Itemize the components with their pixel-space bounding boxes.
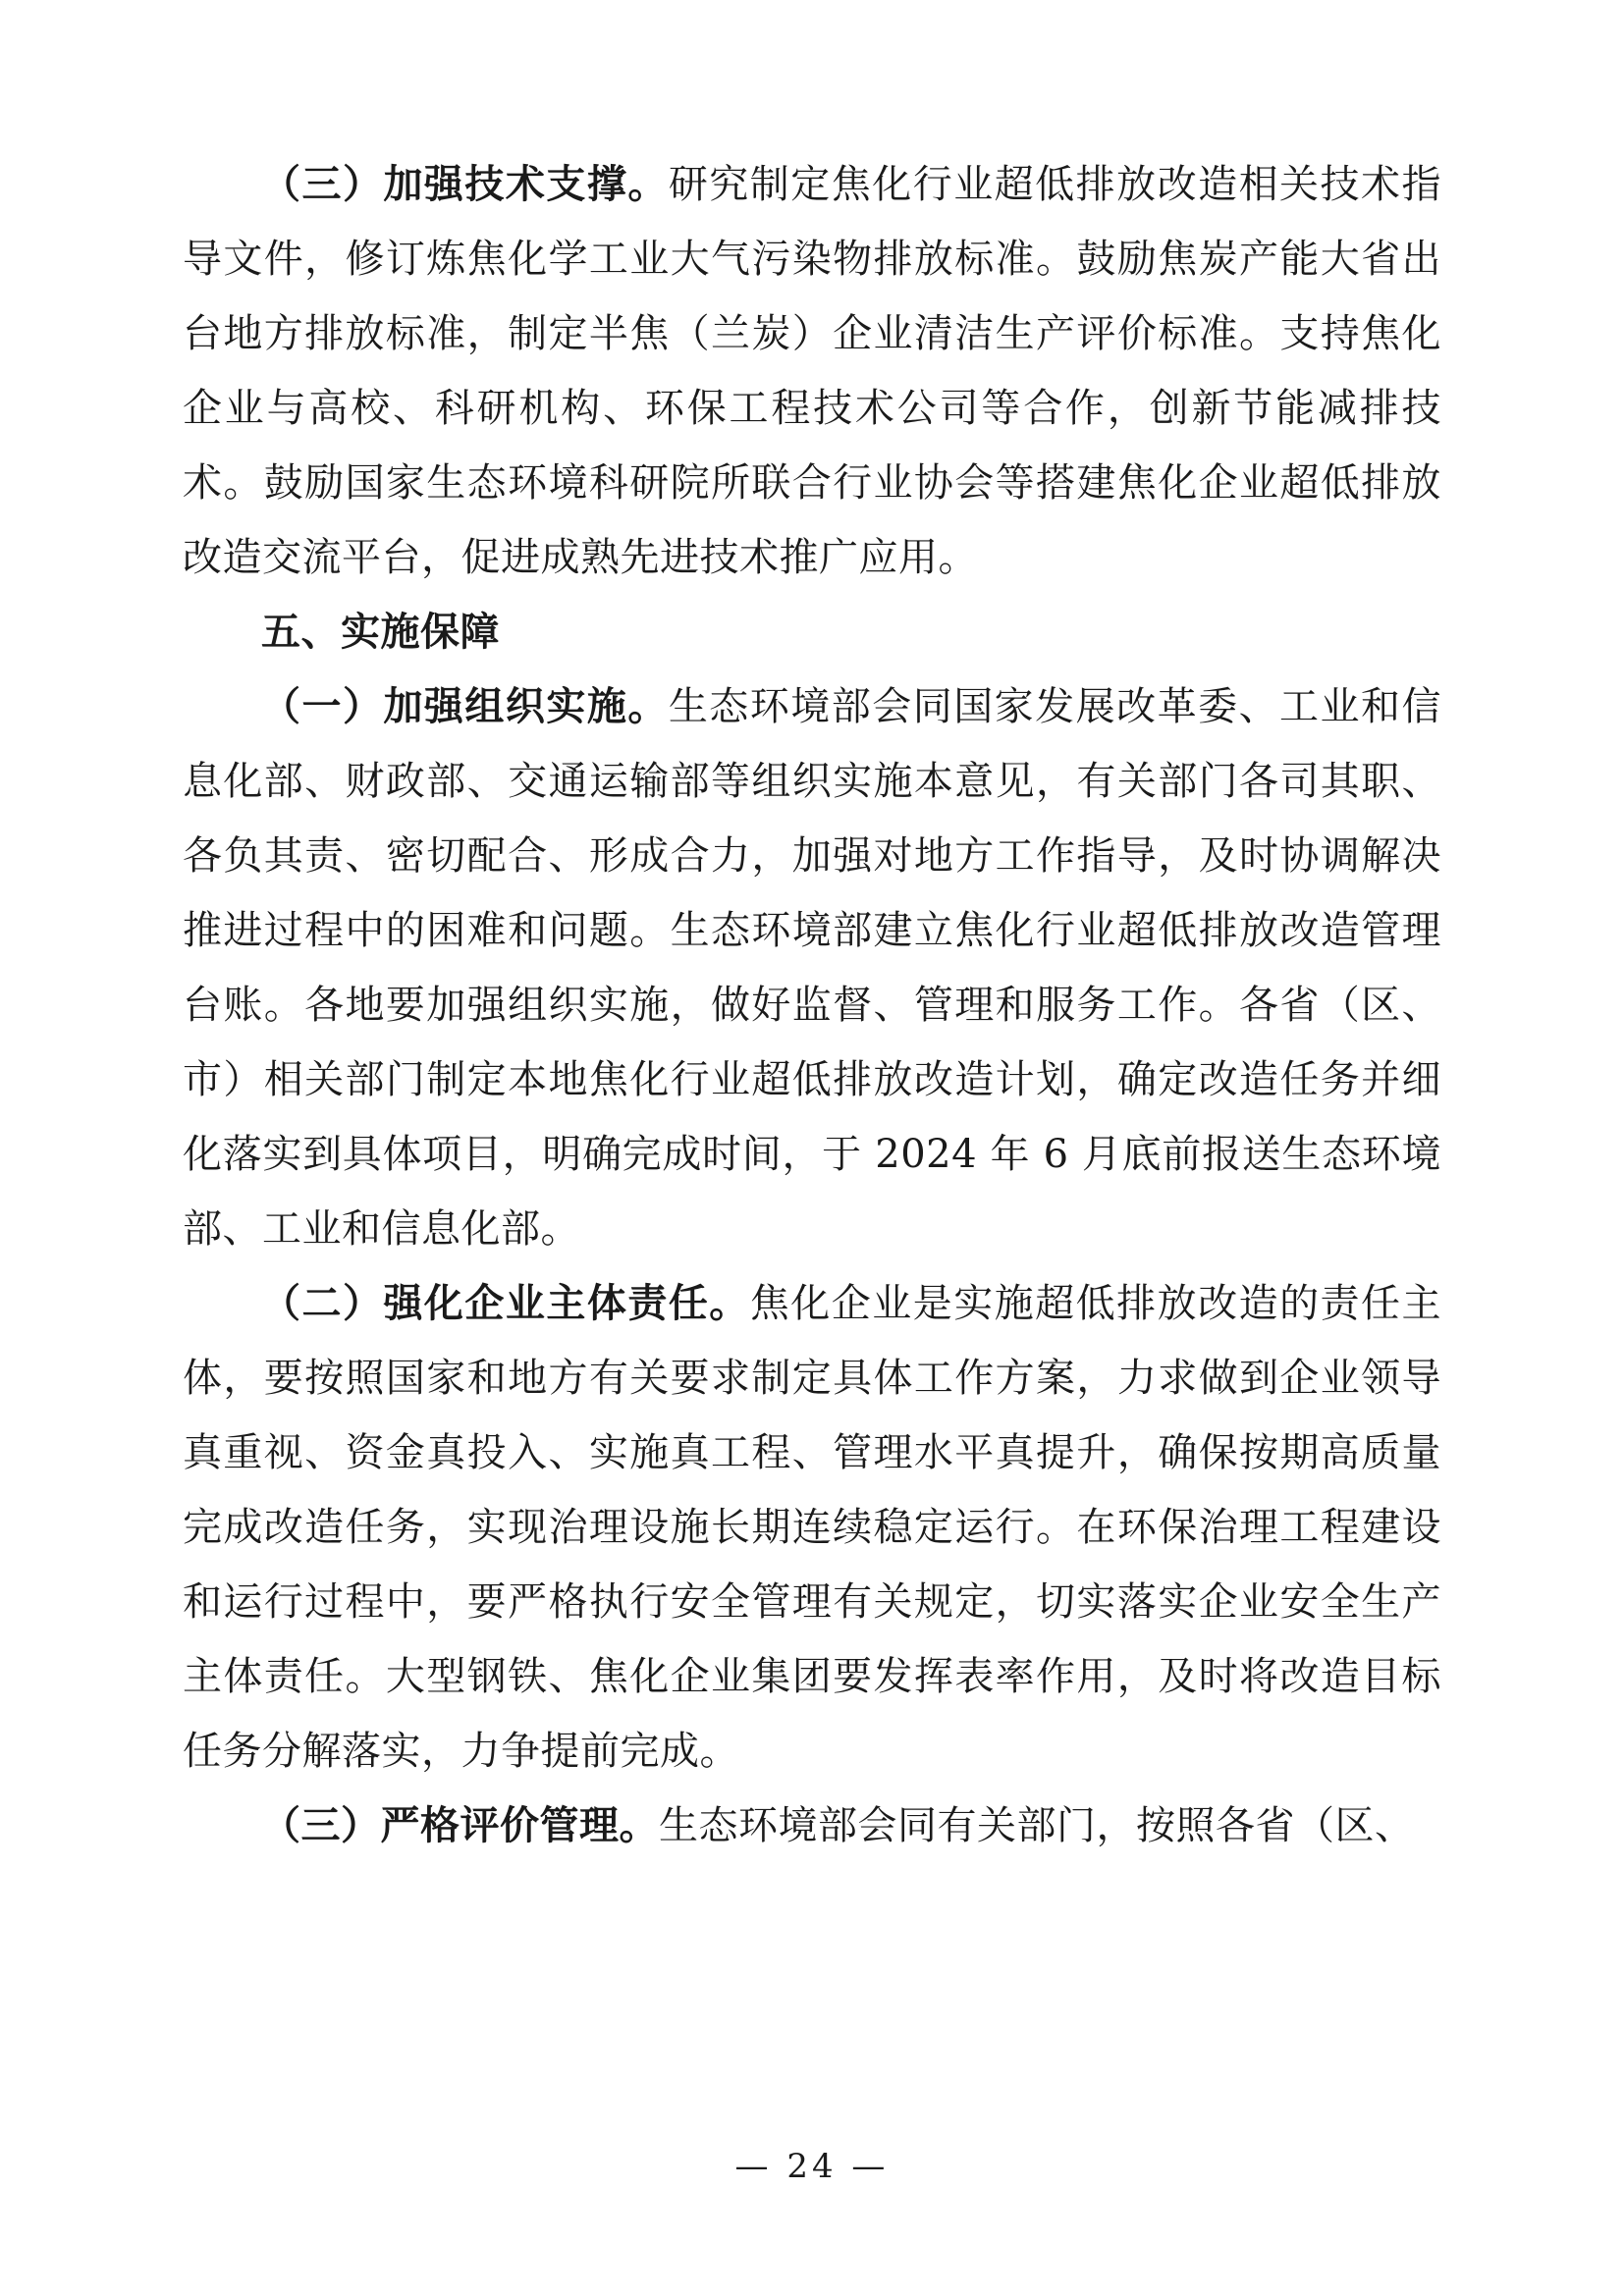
- paragraph-technical-support: [183, 147, 1441, 595]
- section-heading-implementation-guarantee: 五、实施保障: [261, 610, 500, 655]
- paragraph-text: 研究制定焦化行业超低排放改造相关技术指导文件，修订炼焦化学工业大气污染物排放标准。鼓励焦炭产能大省出台地方排放标准，制定半焦（兰炭）企业清洁生产评价标准。支持焦化企业与高校、科研机构、环保工程技术公司等合作，创新节能减排技术。鼓励国家生态环境科研院所联合行业协会等搭建焦化企业超低排放改造交流平台，促进成熟先进技术推广应用。: [183, 162, 1442, 580]
- paragraph-text: 生态环境部会同国家发展改革委、工业和信息化部、财政部、交通运输部等组织实施本意见，有关部门各司其职、各负其责、密切配合、形成合力，加强对地方工作指导，及时协调解决推进过程中的困难和问题。生态环境部建立焦化行业超低排放改造管理台账。各地要加强组织实施，做好监督、管理和服务工作。各省（区、市）相关部门制定本地焦化行业超低排放改造计划，确定改造任务并细化落实到具体项目，明确完成时间，于 2024 年 6 月底前报送生态环境部、工业和信息化部。: [183, 684, 1442, 1252]
- paragraph-strict-evaluation-management: [183, 1789, 1441, 1863]
- paragraph-text: 生态环境部会同有关部门，按照各省（区、: [659, 1803, 1415, 1848]
- paragraph-text: 焦化企业是实施超低排放改造的责任主体，要按照国家和地方有关要求制定具体工作方案，力求做到企业领导真重视、资金真投入、实施真工程、管理水平真提升，确保按期高质量完成改造任务，实现治理设施长期连续稳定运行。在环保治理工程建设和运行过程中，要严格执行安全管理有关规定，切实落实企业安全生产主体责任。大型钢铁、焦化企业集团要发挥表率作用，及时将改造目标任务分解落实，力争提前完成。: [183, 1281, 1442, 1774]
- page-footer: [0, 2147, 1624, 2186]
- document-body: [183, 147, 1441, 1863]
- paragraph-lead-label: （三）严格评价管理。: [261, 1803, 659, 1848]
- paragraph-lead-label: （二）强化企业主体责任。: [261, 1281, 750, 1326]
- paragraph-strengthen-organization: [183, 669, 1441, 1266]
- paragraph-lead-label: （一）加强组织实施。: [261, 684, 669, 729]
- paragraph-lead-label: （三）加强技术支撑。: [261, 162, 669, 207]
- paragraph-enterprise-responsibility: [183, 1266, 1441, 1789]
- page-number: — 24 —: [734, 2147, 890, 2186]
